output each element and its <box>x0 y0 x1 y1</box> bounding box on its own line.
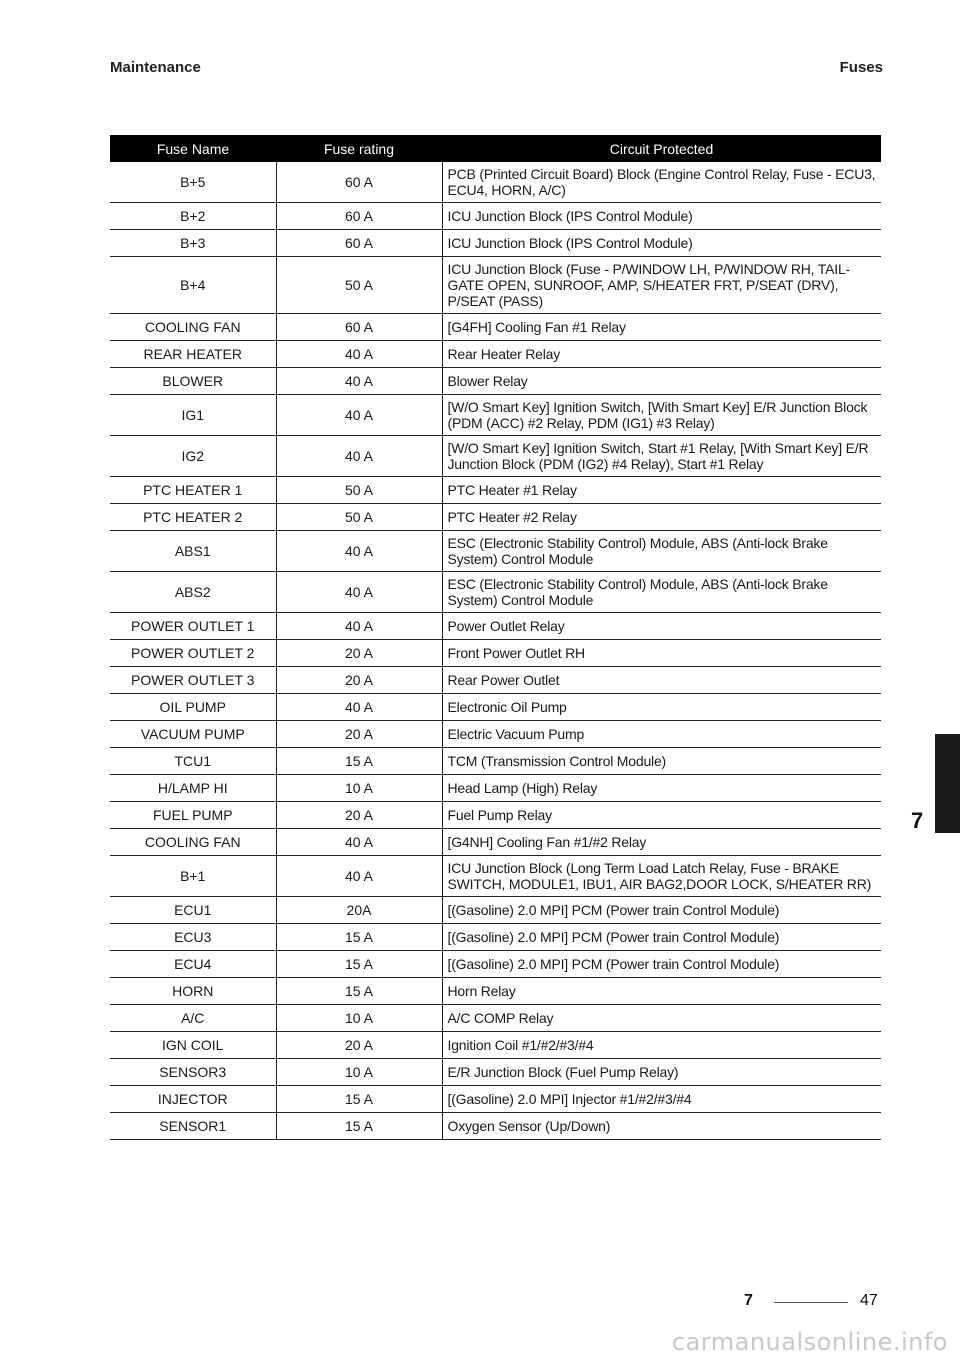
table-row <box>110 951 881 978</box>
column-header-fuse-rating: Fuse rating <box>276 135 442 162</box>
fuse-rating-cell: 40 A <box>276 572 442 613</box>
fuse-rating-cell: 15 A <box>276 1113 442 1140</box>
fuse-rating-cell: 40 A <box>276 531 442 572</box>
fuse-rating-cell: 40 A <box>276 436 442 477</box>
table-row <box>110 572 881 613</box>
fuse-rating-cell: 20 A <box>276 1032 442 1059</box>
circuit-protected-cell: [(Gasoline) 2.0 MPI] PCM (Power train Control Module) <box>442 897 881 924</box>
fuse-rating-cell: 10 A <box>276 1059 442 1086</box>
fuse-rating-cell: 20 A <box>276 721 442 748</box>
fuse-name-cell: ABS2 <box>110 572 276 613</box>
fuse-rating-cell: 60 A <box>276 314 442 341</box>
fuse-name-cell: POWER OUTLET 1 <box>110 613 276 640</box>
circuit-protected-cell: [G4NH] Cooling Fan #1/#2 Relay <box>442 829 881 856</box>
table-row <box>110 1113 881 1140</box>
circuit-protected-cell: [(Gasoline) 2.0 MPI] PCM (Power train Control Module) <box>442 924 881 951</box>
table-row <box>110 1086 881 1113</box>
fuse-name-cell: ECU3 <box>110 924 276 951</box>
fuse-name-cell: COOLING FAN <box>110 314 276 341</box>
table-row <box>110 395 881 436</box>
chapter-side-number: 7 <box>911 808 924 833</box>
fuse-name-cell: B+4 <box>110 257 276 314</box>
circuit-protected-cell: ICU Junction Block (Fuse - P/WINDOW LH, P/WINDOW RH, TAIL-GATE OPEN, SUNROOF, AMP, S/HEATER FRT, P/SEAT (DRV), P/SEAT (PASS) <box>442 257 881 314</box>
fuse-rating-cell: 15 A <box>276 1086 442 1113</box>
fuse-rating-cell: 60 A <box>276 203 442 230</box>
fuse-rating-cell: 60 A <box>276 162 442 203</box>
table-row <box>110 368 881 395</box>
circuit-protected-cell: ICU Junction Block (IPS Control Module) <box>442 203 881 230</box>
fuse-name-cell: VACUUM PUMP <box>110 721 276 748</box>
fuse-rating-cell: 20 A <box>276 640 442 667</box>
column-header-circuit-protected: Circuit Protected <box>442 135 881 162</box>
fuse-name-cell: HORN <box>110 978 276 1005</box>
fuse-name-cell: PTC HEATER 1 <box>110 477 276 504</box>
fuse-name-cell: POWER OUTLET 3 <box>110 667 276 694</box>
circuit-protected-cell: Head Lamp (High) Relay <box>442 775 881 802</box>
fuse-rating-cell: 50 A <box>276 257 442 314</box>
fuse-rating-cell: 20 A <box>276 667 442 694</box>
fuse-name-cell: B+5 <box>110 162 276 203</box>
fuse-name-cell: ABS1 <box>110 531 276 572</box>
circuit-protected-cell: Electronic Oil Pump <box>442 694 881 721</box>
table-header-row <box>110 135 881 162</box>
fuse-rating-cell: 50 A <box>276 504 442 531</box>
table-row <box>110 531 881 572</box>
footer-divider <box>774 1302 848 1303</box>
fuse-rating-cell: 15 A <box>276 951 442 978</box>
table-row <box>110 162 881 203</box>
fuse-rating-cell: 50 A <box>276 477 442 504</box>
fuse-rating-cell: 40 A <box>276 856 442 897</box>
circuit-protected-cell: Rear Power Outlet <box>442 667 881 694</box>
fuse-name-cell: B+1 <box>110 856 276 897</box>
circuit-protected-cell: Power Outlet Relay <box>442 613 881 640</box>
fuse-rating-cell: 40 A <box>276 829 442 856</box>
chapter-side-tab <box>935 734 960 833</box>
circuit-protected-cell: Blower Relay <box>442 368 881 395</box>
table-row <box>110 924 881 951</box>
table-row <box>110 721 881 748</box>
fuse-rating-cell: 10 A <box>276 775 442 802</box>
fuse-name-cell: ECU4 <box>110 951 276 978</box>
fuse-name-cell: INJECTOR <box>110 1086 276 1113</box>
circuit-protected-cell: A/C COMP Relay <box>442 1005 881 1032</box>
subsection-title: Fuses <box>839 59 883 76</box>
table-row <box>110 613 881 640</box>
circuit-protected-cell: [(Gasoline) 2.0 MPI] Injector #1/#2/#3/#4 <box>442 1086 881 1113</box>
circuit-protected-cell: [G4FH] Cooling Fan #1 Relay <box>442 314 881 341</box>
table-row <box>110 1059 881 1086</box>
fuse-name-cell: TCU1 <box>110 748 276 775</box>
circuit-protected-cell: [W/O Smart Key] Ignition Switch, [With Smart Key] E/R Junction Block (PDM (ACC) #2 Relay, PDM (IG1) #3 Relay) <box>442 395 881 436</box>
circuit-protected-cell: Electric Vacuum Pump <box>442 721 881 748</box>
table-row <box>110 230 881 257</box>
circuit-protected-cell: PCB (Printed Circuit Board) Block (Engine Control Relay, Fuse - ECU3, ECU4, HORN, A/C) <box>442 162 881 203</box>
fuse-rating-cell: 15 A <box>276 924 442 951</box>
fuse-rating-cell: 10 A <box>276 1005 442 1032</box>
circuit-protected-cell: PTC Heater #2 Relay <box>442 504 881 531</box>
fuse-rating-cell: 20 A <box>276 802 442 829</box>
fuse-name-cell: H/LAMP HI <box>110 775 276 802</box>
fuse-table <box>110 135 881 1140</box>
table-row <box>110 694 881 721</box>
fuse-name-cell: OIL PUMP <box>110 694 276 721</box>
table-row <box>110 978 881 1005</box>
column-header-fuse-name: Fuse Name <box>110 135 276 162</box>
fuse-name-cell: REAR HEATER <box>110 341 276 368</box>
fuse-rating-cell: 60 A <box>276 230 442 257</box>
table-row <box>110 775 881 802</box>
circuit-protected-cell: [W/O Smart Key] Ignition Switch, Start #1 Relay, [With Smart Key] E/R Junction Block (PDM (IG2) #4 Relay), Start #1 Relay <box>442 436 881 477</box>
circuit-protected-cell: ICU Junction Block (IPS Control Module) <box>442 230 881 257</box>
fuse-name-cell: COOLING FAN <box>110 829 276 856</box>
fuse-name-cell: SENSOR3 <box>110 1059 276 1086</box>
fuse-rating-cell: 40 A <box>276 368 442 395</box>
fuse-name-cell: SENSOR1 <box>110 1113 276 1140</box>
table-row <box>110 341 881 368</box>
table-row <box>110 1032 881 1059</box>
fuse-rating-cell: 40 A <box>276 395 442 436</box>
fuse-rating-cell: 15 A <box>276 978 442 1005</box>
table-row <box>110 436 881 477</box>
fuse-name-cell: FUEL PUMP <box>110 802 276 829</box>
circuit-protected-cell: Horn Relay <box>442 978 881 1005</box>
table-row <box>110 856 881 897</box>
fuse-name-cell: IGN COIL <box>110 1032 276 1059</box>
section-title: Maintenance <box>110 59 201 76</box>
fuse-name-cell: B+3 <box>110 230 276 257</box>
fuse-rating-cell: 20A <box>276 897 442 924</box>
circuit-protected-cell: PTC Heater #1 Relay <box>442 477 881 504</box>
circuit-protected-cell: Front Power Outlet RH <box>442 640 881 667</box>
circuit-protected-cell: ESC (Electronic Stability Control) Module, ABS (Anti-lock Brake System) Control Module <box>442 572 881 613</box>
fuse-rating-cell: 40 A <box>276 694 442 721</box>
circuit-protected-cell: E/R Junction Block (Fuel Pump Relay) <box>442 1059 881 1086</box>
circuit-protected-cell: Fuel Pump Relay <box>442 802 881 829</box>
fuse-rating-cell: 40 A <box>276 613 442 640</box>
fuse-name-cell: IG2 <box>110 436 276 477</box>
table-row <box>110 203 881 230</box>
table-row <box>110 667 881 694</box>
fuse-name-cell: PTC HEATER 2 <box>110 504 276 531</box>
fuse-name-cell: B+2 <box>110 203 276 230</box>
circuit-protected-cell: TCM (Transmission Control Module) <box>442 748 881 775</box>
fuse-rating-cell: 15 A <box>276 748 442 775</box>
circuit-protected-cell: ICU Junction Block (Long Term Load Latch Relay, Fuse - BRAKE SWITCH, MODULE1, IBU1, AIR BAG2,DOOR LOCK, S/HEATER RR) <box>442 856 881 897</box>
fuse-name-cell: POWER OUTLET 2 <box>110 640 276 667</box>
circuit-protected-cell: Oxygen Sensor (Up/Down) <box>442 1113 881 1140</box>
circuit-protected-cell: [(Gasoline) 2.0 MPI] PCM (Power train Control Module) <box>442 951 881 978</box>
table-row <box>110 829 881 856</box>
footer-chapter-number: 7 <box>744 1292 753 1309</box>
table-row <box>110 477 881 504</box>
table-row <box>110 504 881 531</box>
footer-page-number: 47 <box>860 1292 878 1309</box>
fuse-name-cell: ECU1 <box>110 897 276 924</box>
circuit-protected-cell: Ignition Coil #1/#2/#3/#4 <box>442 1032 881 1059</box>
fuse-rating-cell: 40 A <box>276 341 442 368</box>
circuit-protected-cell: Rear Heater Relay <box>442 341 881 368</box>
fuse-table-body <box>110 162 881 1140</box>
table-row <box>110 802 881 829</box>
table-row <box>110 1005 881 1032</box>
fuse-name-cell: IG1 <box>110 395 276 436</box>
circuit-protected-cell: ESC (Electronic Stability Control) Module, ABS (Anti-lock Brake System) Control Module <box>442 531 881 572</box>
table-row <box>110 748 881 775</box>
watermark: carmanualsonline.info <box>671 1328 948 1356</box>
table-row <box>110 257 881 314</box>
fuse-name-cell: A/C <box>110 1005 276 1032</box>
table-row <box>110 314 881 341</box>
table-row <box>110 640 881 667</box>
fuse-name-cell: BLOWER <box>110 368 276 395</box>
table-row <box>110 897 881 924</box>
